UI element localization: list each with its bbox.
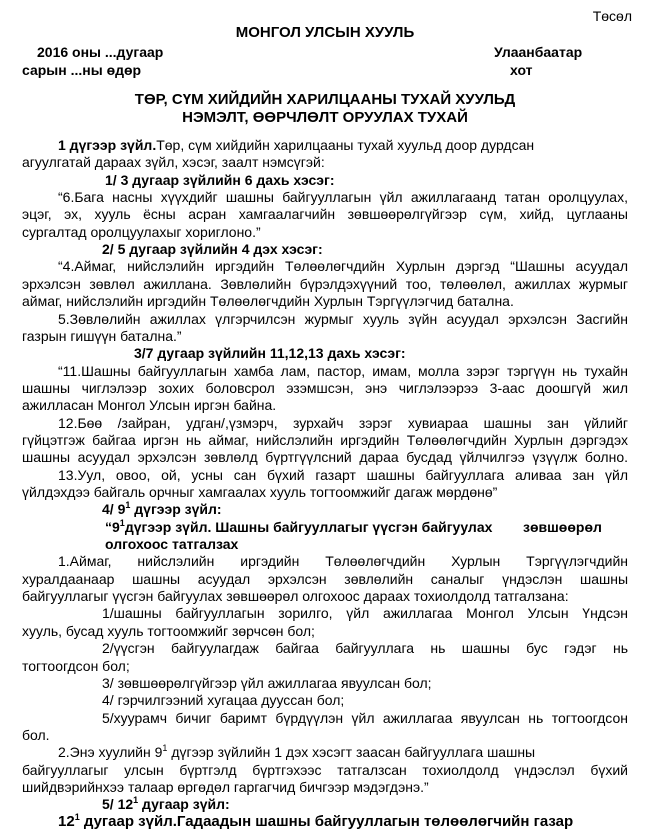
article-9-1-title-line-2: олгохоос татгалзах bbox=[105, 536, 239, 553]
law-title: МОНГОЛ УЛСЫН ХУУЛЬ bbox=[235, 24, 415, 41]
list-item: 5/хуурамч бичиг баримт бүрдүүлэн үйл ажиллагаа явуулсан нь тогтоогдсон bbox=[102, 709, 628, 726]
article-1-line-2: агуулгатай дараах зүйл, хэсэг, заалт нэмсүгэй: bbox=[22, 154, 325, 171]
article-1-line: 1 дүгээр зүйл.Төр, сүм хийдийн харилцааны тухай хуульд доор дурдсан bbox=[58, 137, 535, 153]
paragraph-line: эцэг, эх, хууль ёсны асран хамгаалагчийн зөвшөөрөлгүйгээр сүм, хийд, цуглааны bbox=[22, 206, 628, 223]
paragraph-line: байгууллагыг үүсгэн байгуулах зөвшөөрөл олгохоос дараах тохиолдолд татгалзана: bbox=[22, 588, 569, 605]
list-item: 1/шашны байгууллагын зорилго, үйл ажиллагаа Монгол Улсын Үндсэн bbox=[102, 605, 628, 622]
paragraph-line: шашны асуудал эрхэлсэн зөвлөлд бүртгүүлсний дараа бусдад үйлчилгээ үзүүлж болно. bbox=[22, 449, 628, 466]
section-5-heading-text: дугаар зүйл: bbox=[138, 796, 230, 813]
superscript: 1 bbox=[133, 795, 139, 806]
paragraph-line: “11.Шашны байгууллагын хамба лам, пастор, имам, молла зэрэг тэргүүн нь тухайн bbox=[58, 362, 628, 379]
article-1-label: 1 дүгээр зүйл. bbox=[58, 137, 157, 153]
paragraph-line: 12.Бөө /зайран, удган/,үзмэрч, зурхайч зэрэг хувиараа шашны зан үйлийг bbox=[58, 414, 628, 431]
paragraph-line: газрын гишүүн батална.” bbox=[22, 327, 182, 344]
paragraph-line: шашны чиглэлээр зохих боловсрол эзэмшсэн, энэ чиглэлээрээ 3-аас доошгүй жил bbox=[22, 379, 628, 396]
paragraph-line: байгууллагыг улсын бүртгэлд бүртгэхээс татгалзсан тохиолдолд үндэслэл бүхий bbox=[22, 761, 628, 778]
paragraph-line: 1.Аймаг, нийслэлийн иргэдийн Төлөөлөгчдийн Хурлын Тэргүүлэгчдийн bbox=[58, 553, 628, 570]
paragraph-line: “4.Аймаг, нийслэлийн иргэдийн Төлөөлөгчдийн Хурлын дэргэд “Шашны асуудал bbox=[58, 258, 628, 275]
list-item-cont: хууль, бусад хууль тогтоомжийг зөрчсөн бол; bbox=[22, 622, 315, 639]
paragraph-line: гүйцэтгэж байгаа иргэн нь аймаг, нийслэлийн иргэдийн Төлөөлөгчдийн Хурлын дэргэдэх bbox=[22, 431, 628, 448]
date-line-2: сарын ...ны өдөр bbox=[22, 62, 142, 78]
date-line-1: 2016 оны ...дугаар bbox=[37, 44, 164, 60]
paragraph-line: хуралдаанаар шашны асуудал эрхэлсэн зөвлөлийн саналыг үндэслэн шашны bbox=[22, 570, 628, 587]
section-2-heading: 2/ 5 дугаар зүйлийн 4 дэх хэсэг: bbox=[102, 241, 323, 258]
section-1-heading: 1/ 3 дугаар зүйлийн 6 дахь хэсэг: bbox=[105, 171, 335, 188]
list-item: 2/үүсгэн байгуулагдаж байгаа байгууллага нь шашны бус гэдэг нь bbox=[102, 640, 628, 657]
paragraph-line: 13.Уул, овоо, ой, усны сан бүхий газарт шашны байгууллага аливаа зан үйл bbox=[58, 466, 628, 483]
list-item: 4/ гэрчилгээний хугацаа дууссан бол; bbox=[102, 692, 345, 709]
paragraph-line: эрхэлсэн зөвлөл ажиллана. Зөвлөлийн бүрэлдэхүүний тоо, төлөөлөл, ажиллах журмыг bbox=[22, 275, 628, 292]
section-5-heading-number: 5/ 12 bbox=[102, 796, 134, 813]
draft-label: Төсөл bbox=[592, 8, 632, 24]
section-4-heading: 4/ $9^1$ дүгээр зүйл: bbox=[102, 500, 222, 518]
document-title-line-1: ТӨР, СҮМ ХИЙДИЙН ХАРИЛЦААНЫ ТУХАЙ ХУУЛЬД bbox=[134, 91, 516, 108]
paragraph-line: үйлдэхдээ байгаль орчныг хамгаалах хууль тогтоомжийг дагаж мөрдөнө” bbox=[22, 484, 498, 500]
article-9-1-title: “$9^1дүгээр$ зүйл. Шашны байгууллагыг үүсгэн байгуулах bbox=[105, 517, 493, 535]
list-item: 3/ зөвшөөрөлгүйгээр үйл ажиллагаа явуулсан бол; bbox=[102, 674, 432, 691]
place-line-2: хот bbox=[510, 62, 533, 78]
paragraph-line: 2.Энэ хуулийн $9^1$ дүгээр зүйлийн 1 дэх хэсэгт заасан байгууллага шашны bbox=[58, 743, 536, 761]
paragraph-line: аймаг, нийслэлийн иргэдийн Төлөөлөгчдийн Хурлын Тэргүүлэгчид батална. bbox=[22, 293, 514, 310]
article-12-1-text: дугаар зүйл.Гадаадын шашны байгууллагын төлөөлөгчийн газар bbox=[79, 812, 574, 830]
document-title-line-2: НЭМЭЛТ, ӨӨРЧЛӨЛТ ОРУУЛАХ ТУХАЙ bbox=[182, 109, 468, 126]
superscript: 1 bbox=[74, 811, 80, 822]
article-9-1-title-end: зөвшөөрөл bbox=[523, 518, 602, 535]
list-item-cont: бол. bbox=[22, 726, 50, 743]
article-12-1-number: 12 bbox=[58, 812, 75, 830]
article-12-1-title bbox=[58, 813, 650, 831]
paragraph-line: 5.Зөвлөлийн ажиллах үлгэрчилсэн журмыг хууль зүйн асуудал эрхэлсэн Засгийн bbox=[58, 310, 628, 327]
list-item-cont: тогтоогдсон бол; bbox=[22, 657, 130, 674]
paragraph-line: сургалтад оролцуулахыг хориглоно.” bbox=[22, 223, 261, 240]
paragraph-line: “6.Бага насны хүүхдийг шашны байгууллагын үйл ажиллагаанд татан оролцуулах, bbox=[58, 189, 628, 206]
place-line-1: Улаанбаатар bbox=[494, 44, 583, 60]
paragraph-line: шийдвэрийнхээ талаар өргөдөл гаргагчид бичгээр мэдэгдэнэ.” bbox=[22, 778, 429, 795]
paragraph-line: ажилласан Монгол Улсын иргэн байна. bbox=[22, 397, 277, 414]
section-5-heading bbox=[102, 795, 650, 813]
section-3-heading: 3/7 дугаар зүйлийн 11,12,13 дахь хэсэг: bbox=[134, 345, 406, 362]
